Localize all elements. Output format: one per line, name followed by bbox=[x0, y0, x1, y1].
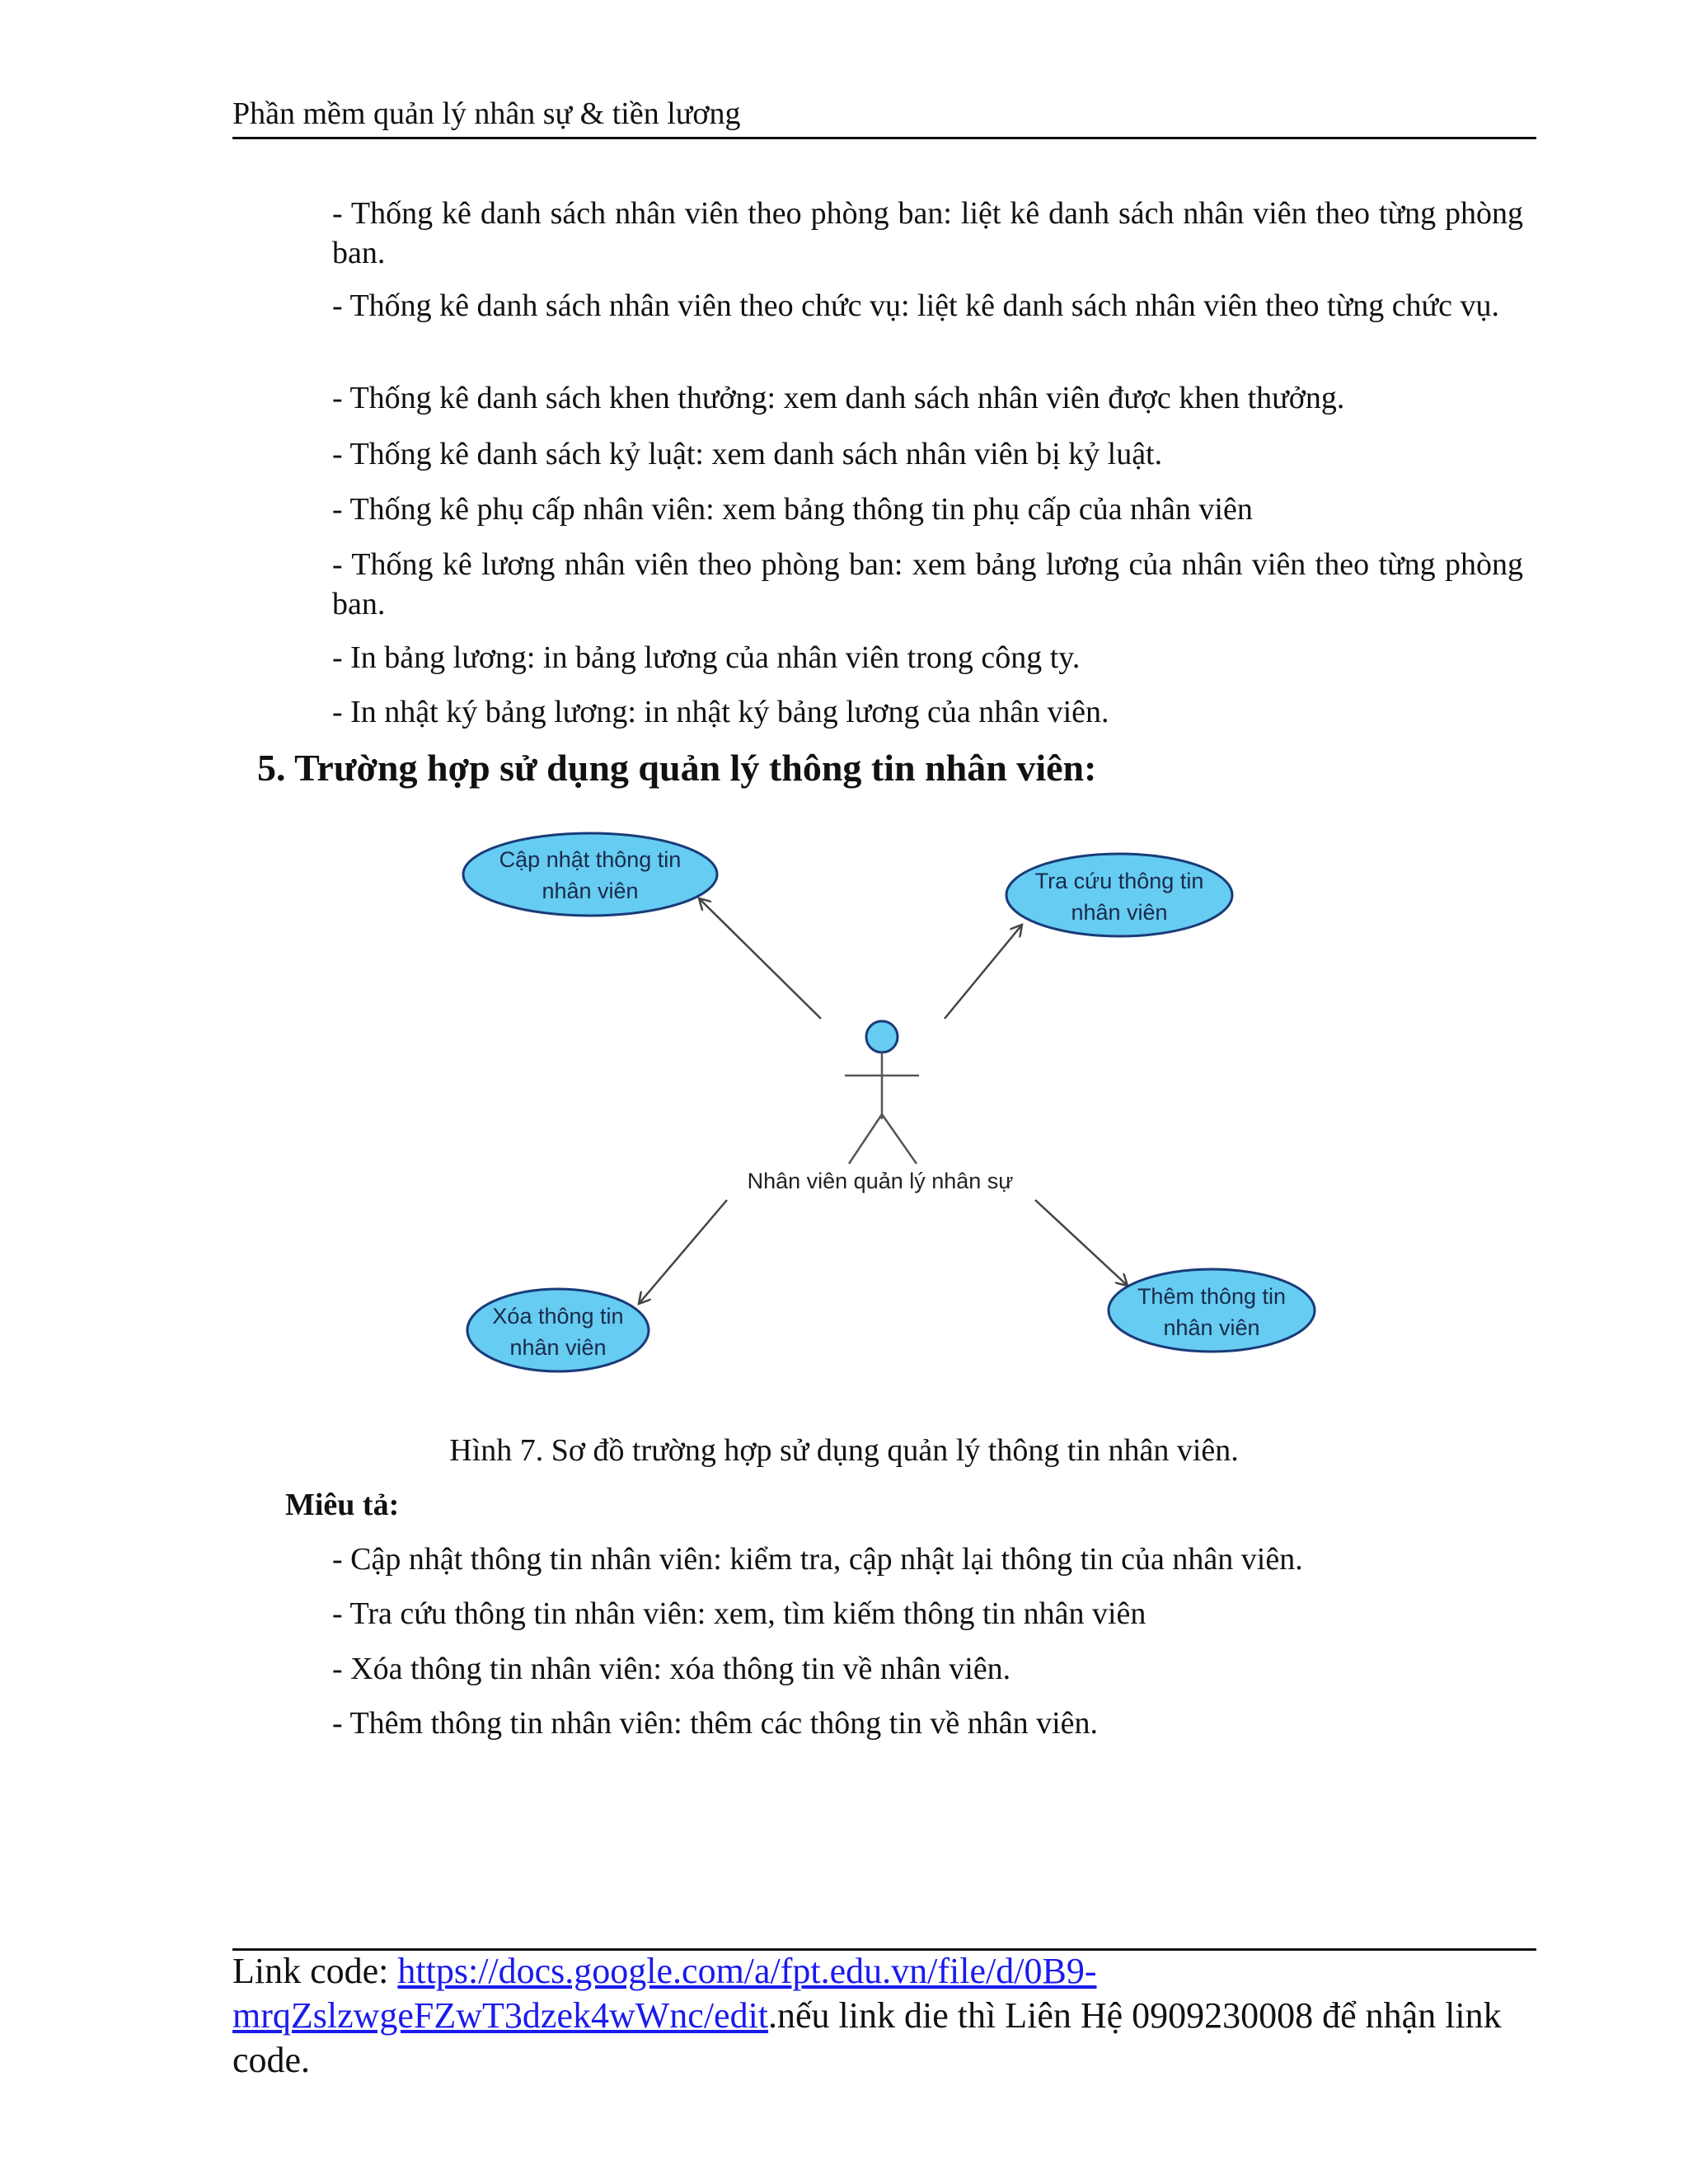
usecase-search-line2: nhân viên bbox=[1071, 900, 1168, 925]
use-case-diagram bbox=[445, 812, 1335, 1389]
section-heading: 5. Trường hợp sử dụng quản lý thông tin nhân viên: bbox=[257, 747, 1097, 789]
list-item: - Thống kê phụ cấp nhân viên: xem bảng thông tin phụ cấp của nhân viên bbox=[332, 492, 1253, 527]
footer-prefix: Link code: bbox=[232, 1951, 398, 1991]
figure-caption: Hình 7. Sơ đồ trường hợp sử dụng quản lý thông tin nhân viên. bbox=[449, 1433, 1239, 1468]
list-item: - Thống kê lương nhân viên theo phòng ban: xem bảng lương của nhân viên theo từng phòng ban. bbox=[332, 547, 1523, 621]
footer bbox=[232, 1949, 1535, 2083]
usecase-add-line2: nhân viên bbox=[1163, 1315, 1260, 1340]
usecase-update bbox=[463, 833, 717, 916]
list-item: - Thống kê danh sách kỷ luật: xem danh sách nhân viên bị kỷ luật. bbox=[332, 437, 1163, 471]
description-heading: Miêu tả: bbox=[285, 1488, 400, 1522]
association-search bbox=[945, 925, 1022, 1019]
list-item: - Cập nhật thông tin nhân viên: kiểm tra, cập nhật lại thông tin của nhân viên. bbox=[332, 1542, 1303, 1577]
usecase-delete-line1: Xóa thông tin bbox=[492, 1304, 624, 1329]
footer-suffix: .nếu link die thì Liên Hệ 0909230008 để nhận link code. bbox=[232, 1995, 1502, 2080]
usecase-search-line1: Tra cứu thông tin bbox=[1034, 869, 1204, 893]
list-item: - Thêm thông tin nhân viên: thêm các thông tin về nhân viên. bbox=[332, 1706, 1099, 1741]
header-divider bbox=[232, 137, 1536, 139]
association-add bbox=[1035, 1200, 1128, 1286]
usecase-update-line2: nhân viên bbox=[542, 879, 639, 903]
list-item: - Tra cứu thông tin nhân viên: xem, tìm kiếm thông tin nhân viên bbox=[332, 1596, 1146, 1631]
usecase-delete bbox=[467, 1289, 649, 1371]
code-link[interactable]: https://docs.google.com/a/fpt.edu.vn/file/d/0B9-mrqZslzwgeFZwT3dzek4wWnc/edit bbox=[232, 1951, 1097, 2036]
actor-head bbox=[866, 1021, 898, 1052]
usecase-add-line1: Thêm thông tin bbox=[1137, 1284, 1287, 1309]
usecase-delete-line2: nhân viên bbox=[509, 1335, 607, 1360]
page-header: Phần mềm quản lý nhân sự & tiền lương bbox=[232, 96, 741, 131]
usecase-update-line1: Cập nhật thông tin bbox=[499, 847, 682, 872]
list-item: - In bảng lương: in bảng lương của nhân viên trong công ty. bbox=[332, 640, 1081, 675]
actor bbox=[845, 1021, 919, 1164]
list-item: - Thống kê danh sách nhân viên theo chức vụ: liệt kê danh sách nhân viên theo từng chức vụ. bbox=[332, 288, 1500, 323]
association-delete bbox=[639, 1200, 727, 1304]
usecase-search bbox=[1006, 854, 1232, 936]
list-item: - Thống kê danh sách khen thưởng: xem danh sách nhân viên được khen thưởng. bbox=[332, 381, 1345, 415]
list-item: - In nhật ký bảng lương: in nhật ký bảng lương của nhân viên. bbox=[332, 695, 1109, 729]
usecase-add bbox=[1109, 1269, 1315, 1352]
actor-label: Nhân viên quản lý nhân sự bbox=[747, 1169, 1014, 1193]
association-update bbox=[699, 898, 821, 1019]
list-item: - Thống kê danh sách nhân viên theo phòng ban: liệt kê danh sách nhân viên theo từng phòng ban. bbox=[332, 196, 1523, 270]
list-item: - Xóa thông tin nhân viên: xóa thông tin về nhân viên. bbox=[332, 1652, 1011, 1686]
